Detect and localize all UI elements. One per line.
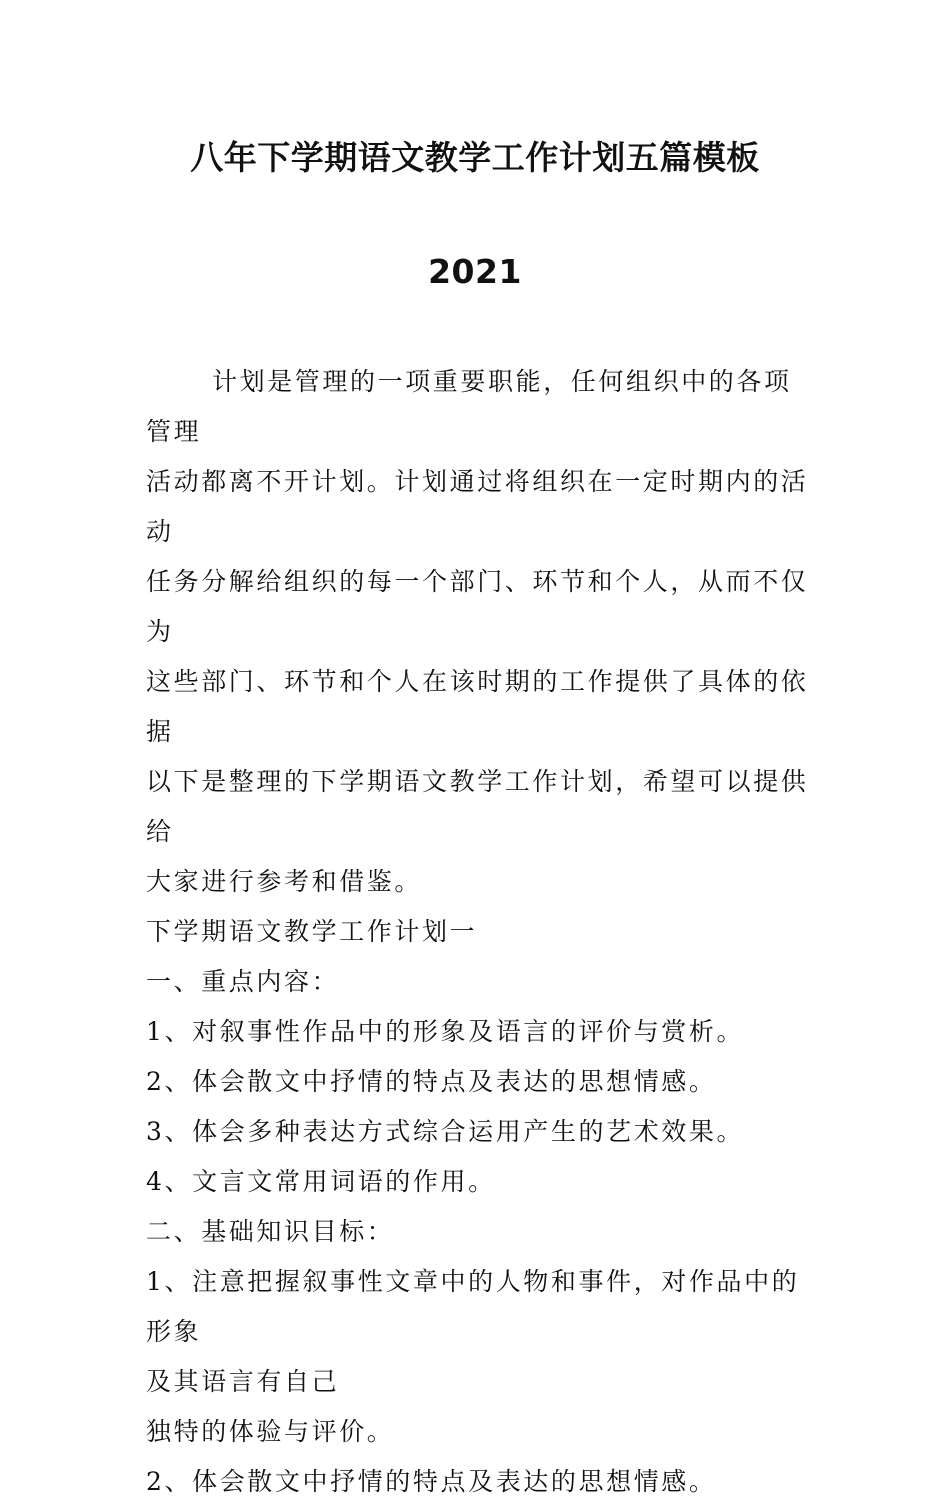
- intro-line: 大家进行参考和借鉴。: [146, 867, 423, 896]
- section-title: 下学期语文教学工作计划一: [146, 917, 478, 946]
- intro-line: 活动都离不开计划。计划通过将组织在一定时期内的活动: [146, 467, 809, 546]
- intro-line: 以下是整理的下学期语文教学工作计划，希望可以提供给: [146, 767, 809, 846]
- section-heading: 一、重点内容：: [146, 967, 340, 996]
- intro-line: 任务分解给组织的每一个部门、环节和个人，从而不仅为: [146, 567, 809, 646]
- list-item: 独特的体验与评价。: [146, 1417, 395, 1446]
- document-title: 八年下学期语文教学工作计划五篇模板: [190, 138, 760, 177]
- list-item: 4、文言文常用词语的作用。: [146, 1167, 496, 1196]
- list-item: 2、体会散文中抒情的特点及表达的思想情感。: [146, 1467, 717, 1496]
- list-item: 2、体会散文中抒情的特点及表达的思想情感。: [146, 1067, 717, 1096]
- list-item: 1、对叙事性作品中的形象及语言的评价与赏析。: [146, 1017, 745, 1046]
- document-title-year: 2021: [428, 252, 522, 291]
- section-heading: 二、基础知识目标：: [146, 1217, 395, 1246]
- list-item: 及其语言有自己: [146, 1367, 340, 1396]
- intro-line: 这些部门、环节和个人在该时期的工作提供了具体的依据: [146, 667, 809, 746]
- list-item: 1、注意把握叙事性文章中的人物和事件，对作品中的形象: [146, 1267, 800, 1346]
- intro-line: 计划是管理的一项重要职能，任何组织中的各项管理: [146, 367, 792, 446]
- list-item: 3、体会多种表达方式综合运用产生的艺术效果。: [146, 1117, 745, 1146]
- document-body: [146, 357, 811, 1507]
